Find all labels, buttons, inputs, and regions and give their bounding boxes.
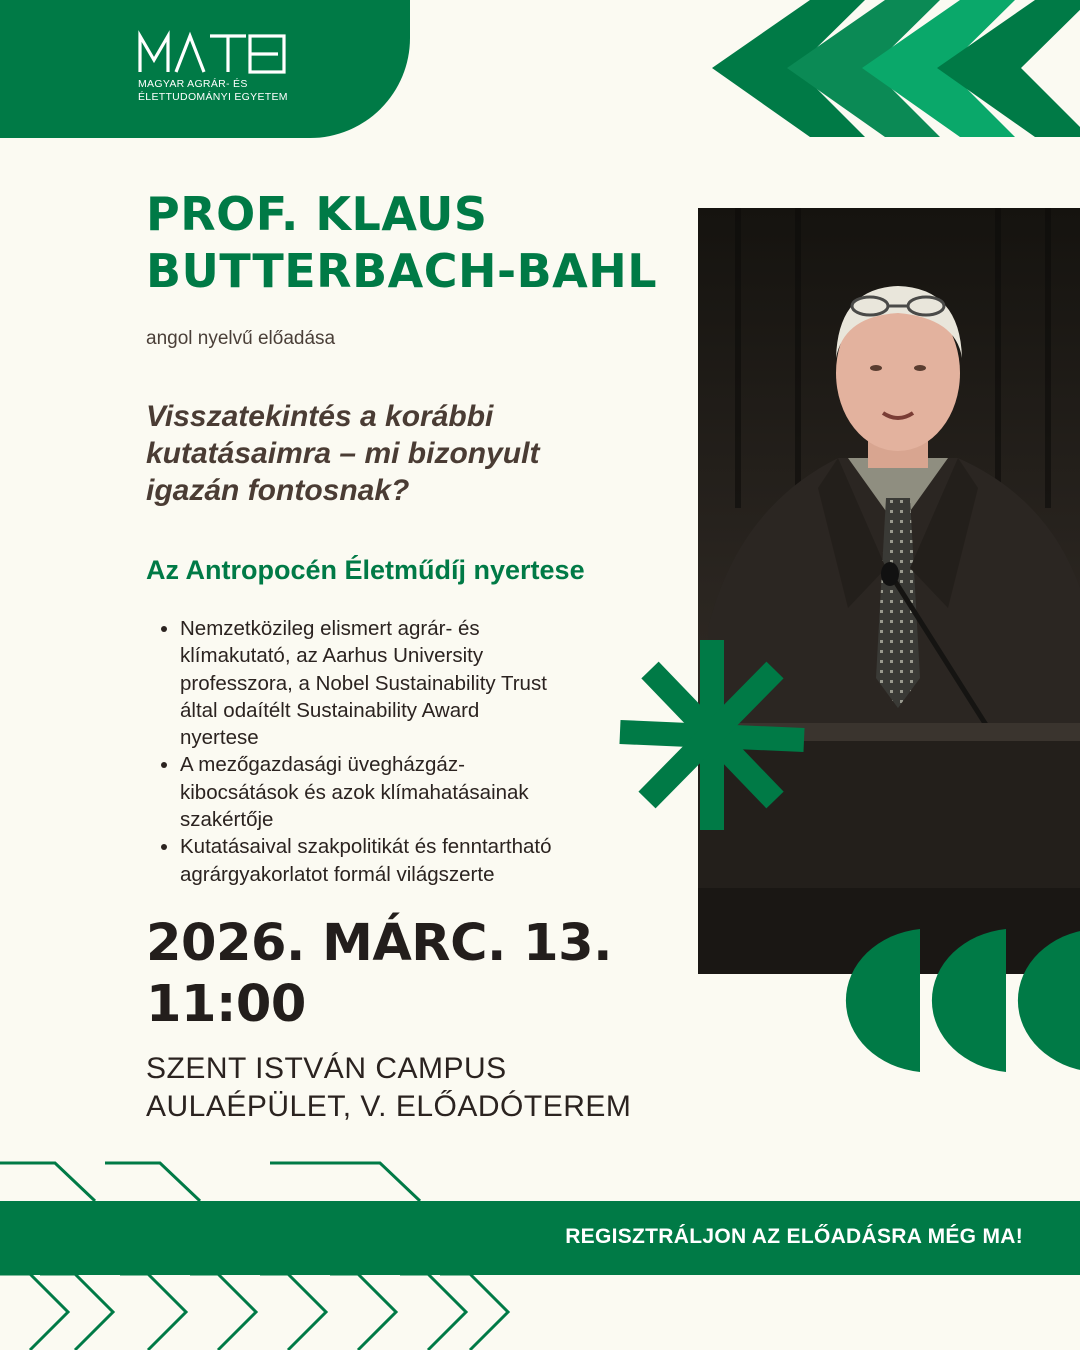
chevron-pattern-top bbox=[700, 0, 1080, 137]
list-item-line: Nemzetközileg elismert agrár- és bbox=[180, 617, 480, 640]
list-item-line: professzora, a Nobel Sustainability Trust bbox=[180, 671, 547, 695]
list-item-line: kibocsátások és azok klímahatásainak bbox=[180, 780, 529, 804]
talk-title-line3: igazán fontosnak? bbox=[146, 474, 410, 507]
list-item-line: szakértője bbox=[180, 808, 274, 832]
talk-title bbox=[146, 398, 666, 509]
list-item-line: A mezőgazdasági üvegházgáz- bbox=[180, 753, 465, 777]
event-time: 11:00 bbox=[146, 975, 306, 1034]
list-item-line: nyertese bbox=[180, 726, 259, 750]
chevron-outline bbox=[0, 1163, 95, 1201]
speaker-name bbox=[146, 186, 657, 300]
semicircle-decoration bbox=[836, 929, 1080, 1072]
chevron-outline bbox=[40, 1274, 113, 1350]
logo-block bbox=[0, 0, 410, 138]
chevron-outline bbox=[105, 1163, 200, 1201]
event-datetime bbox=[146, 913, 612, 1035]
event-location bbox=[146, 1050, 631, 1126]
chevron-outline bbox=[400, 1274, 466, 1350]
list-item-line: Kutatásaival szakpolitikát és fenntartható bbox=[180, 835, 552, 859]
logo-subtitle-line1: MAGYAR AGRÁR- ÉS bbox=[138, 78, 248, 90]
chevron-outline bbox=[120, 1274, 186, 1350]
registration-banner[interactable] bbox=[0, 1201, 1080, 1275]
semicircle-shape bbox=[846, 929, 920, 1072]
list-item-line: klímakutató, az Aarhus University bbox=[180, 644, 484, 668]
speaker-name-line1: PROF. KLAUS bbox=[146, 187, 488, 241]
speaker-photo bbox=[698, 208, 1080, 974]
logo-subtitle-line2: ÉLETTUDOMÁNYI EGYETEM bbox=[138, 90, 288, 103]
registration-cta[interactable]: REGISZTRÁLJON AZ ELŐADÁSRA MÉG MA! bbox=[565, 1225, 1023, 1248]
speaker-illustration bbox=[698, 208, 1080, 974]
chevron-outline bbox=[330, 1274, 396, 1350]
semicircle-shape bbox=[1018, 929, 1080, 1072]
list-item bbox=[180, 833, 650, 888]
lecture-language: angol nyelvű előadása bbox=[146, 328, 336, 349]
talk-title-line2: kutatásaimra – mi bizonyult bbox=[146, 437, 540, 470]
mate-logo bbox=[138, 32, 288, 76]
chevron-outline bbox=[260, 1274, 326, 1350]
talk-title-line1: Visszatekintés a korábbi bbox=[146, 400, 494, 433]
semicircle-shape bbox=[932, 929, 1006, 1072]
logo-subtitle bbox=[138, 78, 288, 103]
chevron-outline bbox=[0, 1274, 68, 1350]
location-line1: SZENT ISTVÁN CAMPUS bbox=[146, 1052, 507, 1085]
chevron-outline bbox=[270, 1163, 420, 1201]
asterisk-decoration bbox=[615, 640, 810, 830]
location-line2: AULAÉPÜLET, V. ELŐADÓTEREM bbox=[146, 1090, 632, 1123]
event-date: 2026. MÁRC. 13. bbox=[146, 914, 612, 973]
chevron-outline bbox=[440, 1274, 508, 1350]
svg-text:MATE: MATE bbox=[138, 76, 141, 77]
list-item bbox=[180, 751, 650, 833]
list-item bbox=[180, 615, 650, 751]
award-heading: Az Antropocén Életműdíj nyertese bbox=[146, 555, 585, 585]
chevron-outline bbox=[190, 1274, 256, 1350]
list-item-line: által odaítélt Sustainability Award bbox=[180, 698, 480, 722]
achievements-list bbox=[180, 615, 650, 888]
list-item-line: agrárgyakorlatot formál világszerte bbox=[180, 862, 495, 886]
speaker-name-line2: BUTTERBACH-BAHL bbox=[146, 244, 658, 298]
